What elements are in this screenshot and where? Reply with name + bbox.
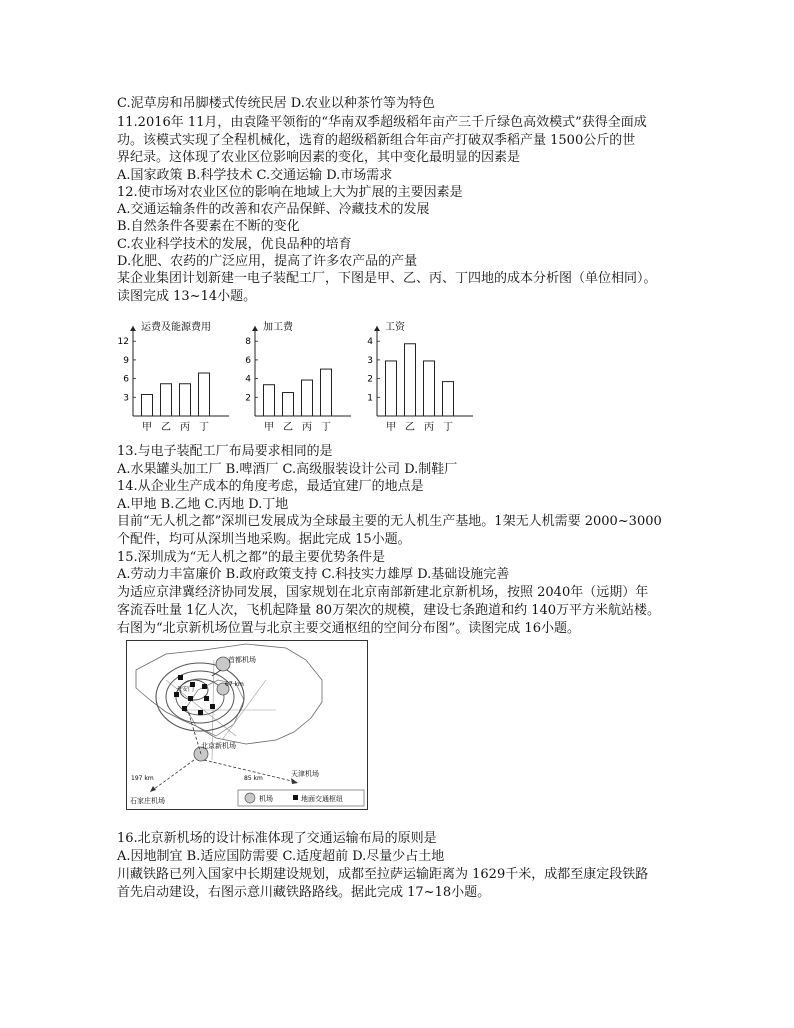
legend-hub-icon bbox=[293, 795, 298, 800]
text-line: 读图完成 13~14小题。 bbox=[117, 289, 257, 304]
x-tick-label: 甲 bbox=[142, 422, 152, 433]
x-tick-label: 丁 bbox=[321, 422, 331, 433]
x-tick-label: 丁 bbox=[199, 422, 209, 433]
text-line: 右图为“北京新机场位置与北京主要交通枢纽的空间分布图”。读图完成 16小题。 bbox=[117, 621, 580, 636]
text-line: 16.北京新机场的设计标准体现了交通运输布局的原则是 bbox=[117, 831, 437, 846]
text-line: 首先启动建设，右图示意川藏铁路路线。据此完成 17~18小题。 bbox=[117, 885, 491, 900]
x-tick-label: 乙 bbox=[161, 422, 171, 433]
bar bbox=[405, 344, 416, 416]
y-tick-label: 3 bbox=[123, 393, 129, 404]
text-line: 某企业集团计划新建一电子装配工厂，下图是甲、乙、丙、丁四地的成本分析图（单位相同）。 bbox=[117, 271, 657, 286]
x-tick-label: 乙 bbox=[283, 422, 293, 433]
text-line: C.泥草房和吊脚楼式传统民居 D.农业以种茶竹等为特色 bbox=[117, 96, 435, 111]
hub-icon bbox=[202, 684, 207, 689]
text-line: 客流吞吐量 1亿人次，飞机起降量 80万架次的规模，建设七条跑道和约 140万平方米航站楼。 bbox=[117, 603, 661, 618]
bar bbox=[283, 393, 294, 416]
x-tick-label: 甲 bbox=[386, 422, 396, 433]
y-tick-label: 6 bbox=[245, 355, 251, 366]
y-tick-label: 3 bbox=[367, 355, 373, 366]
chart-title: 加工费 bbox=[263, 322, 293, 333]
text-line: 个配件，均可从深圳当地采购。据此完成 15小题。 bbox=[117, 532, 411, 547]
capital-airport-label: 首都机场 bbox=[228, 656, 256, 664]
hub-icon bbox=[182, 706, 187, 711]
tiananmen-label: 天安门 bbox=[176, 686, 195, 693]
text-line: 为适应京津冀经济协同发展，国家规划在北京南部新建北京新机场，按照 2040年（远期）年 bbox=[117, 585, 649, 600]
x-tick-label: 甲 bbox=[264, 422, 274, 433]
text-line: 川藏铁路已列入国家中长期建设规划，成都至拉萨运输距离为 1629千米，成都至康定段铁路 bbox=[117, 867, 649, 882]
text-line: 界纪录。这体现了农业区位影响因素的变化，其中变化最明显的因素是 bbox=[117, 150, 521, 165]
bar bbox=[199, 373, 210, 416]
x-tick-label: 丁 bbox=[443, 422, 453, 433]
text-line: A.国家政策 B.科学技术 C.交通运输 D.市场需求 bbox=[117, 168, 393, 183]
bar bbox=[424, 361, 435, 416]
y-tick-label: 6 bbox=[123, 374, 129, 385]
bar bbox=[321, 369, 332, 416]
y-tick-label: 2 bbox=[245, 393, 251, 404]
text-line: A.甲地 B.乙地 C.丙地 D.丁地 bbox=[117, 497, 289, 512]
hub-icon bbox=[210, 704, 215, 709]
bar bbox=[264, 385, 275, 416]
hub-icon bbox=[204, 696, 209, 701]
y-axis-arrow bbox=[252, 326, 258, 331]
bar bbox=[161, 384, 172, 416]
chart-title: 工资 bbox=[385, 322, 405, 333]
y-axis-arrow bbox=[130, 326, 136, 331]
x-tick-label: 丙 bbox=[180, 422, 190, 433]
text-line: D.化肥、农药的广泛应用，提高了许多农产品的产量 bbox=[117, 254, 418, 269]
tianjin-airport-label: 天津机场 bbox=[291, 770, 319, 778]
x-tick-label: 丙 bbox=[424, 422, 434, 433]
hub-icon bbox=[198, 710, 203, 715]
text-line: 11.2016年 11月，由袁隆平领衔的“华南双季超级稻年亩产三千斤绿色高效模式”获得全面成 bbox=[117, 115, 647, 130]
hub-icon bbox=[188, 696, 193, 701]
text-line: 目前“无人机之都”深圳已发展成为全球最主要的无人机生产基地。1架无人机需要 2000~3000 bbox=[117, 514, 662, 529]
text-line: B.自然条件各要素在不断的变化 bbox=[117, 219, 300, 234]
hub-icon bbox=[178, 675, 183, 680]
y-tick-label: 9 bbox=[123, 355, 129, 366]
y-tick-label: 8 bbox=[245, 337, 251, 348]
y-tick-label: 4 bbox=[367, 337, 373, 348]
legend-airport-label: 机场 bbox=[259, 795, 273, 803]
text-line: A.因地制宜 B.适应国防需要 C.适度超前 D.尽量少占土地 bbox=[117, 849, 445, 864]
y-axis-arrow bbox=[374, 326, 380, 331]
y-tick-label: 2 bbox=[367, 374, 373, 385]
text-line: 功。该模式实现了全程机械化，选育的超级稻新组合年亩产打破双季稻产量 1500公斤的世 bbox=[117, 133, 636, 148]
new-airport-label: 北京新机场 bbox=[201, 742, 236, 750]
chart-title: 运费及能源费用 bbox=[141, 322, 211, 333]
map-frame bbox=[127, 641, 368, 810]
y-tick-label: 1 bbox=[367, 393, 373, 404]
beijing-airport-map bbox=[126, 640, 368, 810]
cost-analysis-charts bbox=[117, 314, 477, 438]
bar bbox=[386, 361, 397, 416]
text-line: A.水果罐头加工厂 B.啤酒厂 C.高级服装设计公司 D.制鞋厂 bbox=[117, 462, 458, 477]
legend-airport-icon bbox=[245, 793, 255, 803]
x-tick-label: 乙 bbox=[405, 422, 415, 433]
y-tick-label: 12 bbox=[117, 337, 129, 348]
tianjin-distance-label: 85 km bbox=[244, 775, 263, 782]
legend-hub-label: 地面交通枢纽 bbox=[301, 795, 343, 803]
sjz-distance-label: 197 km bbox=[131, 775, 154, 782]
text-line: 14.从企业生产成本的角度考虑，最适宜建厂的地点是 bbox=[117, 479, 424, 494]
bar bbox=[443, 382, 454, 416]
text-line: 13.与电子装配工厂布局要求相同的是 bbox=[117, 444, 333, 459]
sjz-airport-label: 石家庄机场 bbox=[130, 797, 165, 805]
x-tick-label: 丙 bbox=[302, 422, 312, 433]
capital-distance-label: 67 km bbox=[225, 681, 244, 688]
y-tick-label: 4 bbox=[245, 374, 251, 385]
bar bbox=[142, 395, 153, 417]
text-line: A.交通运输条件的改善和农产品保鲜、冷藏技术的发展 bbox=[117, 202, 430, 217]
text-line: 12.使市场对农业区位的影响在地域上大为扩展的主要因素是 bbox=[117, 185, 463, 200]
text-line: 15.深圳成为“无人机之都”的最主要优势条件是 bbox=[117, 550, 385, 565]
text-line: C.农业科学技术的发展，优良品种的培育 bbox=[117, 237, 352, 252]
bar bbox=[180, 384, 191, 416]
text-line: A.劳动力丰富廉价 B.政府政策支持 C.科技实力雄厚 D.基础设施完善 bbox=[117, 567, 510, 582]
bar bbox=[302, 380, 313, 416]
